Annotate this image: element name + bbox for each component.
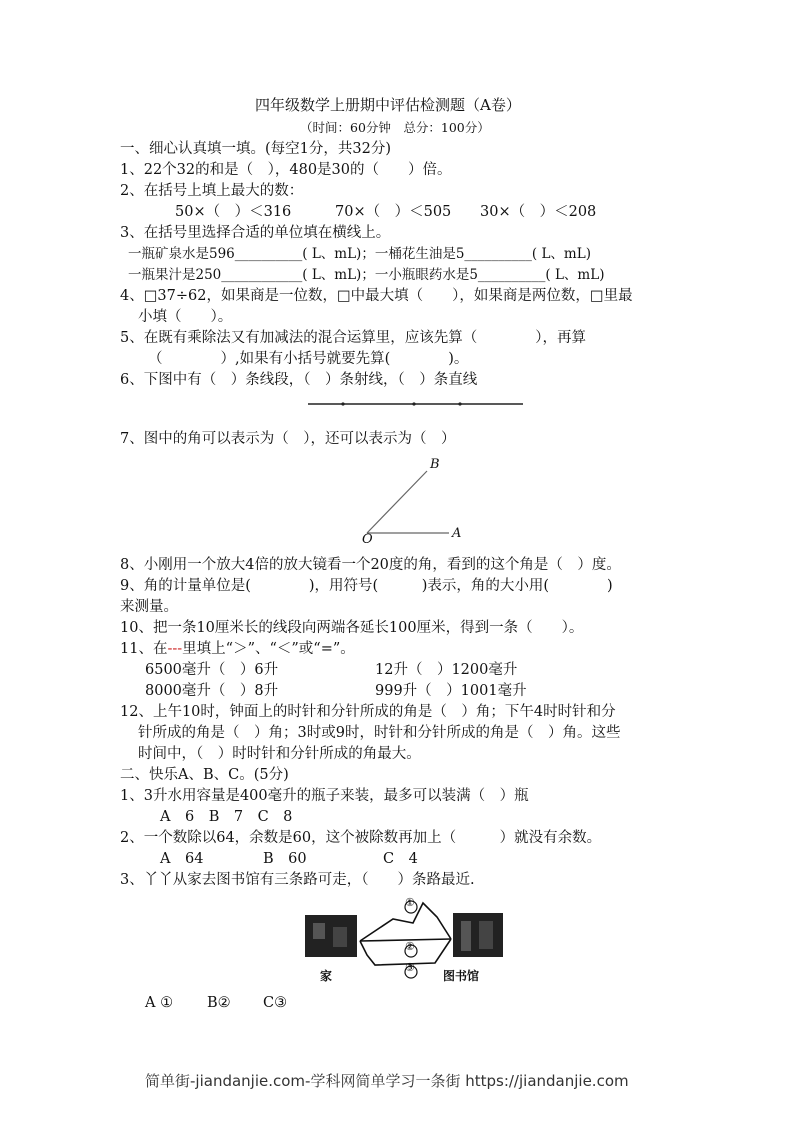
q3-line-2: 一瓶果汁是250____________( L、mL)；一小瓶眼药水是5__________( L、mL): [128, 267, 605, 283]
q11-prefix: 11、在: [120, 641, 168, 657]
q9-line-2: 来测量。: [120, 599, 178, 615]
page-subtitle: （时间：60分钟 总分：100分）: [300, 120, 490, 135]
q11-suffix: 里填上“＞”、“＜”或“=”。: [182, 641, 355, 657]
q12-line-2: 针所成的角是（ ）角；3时或9时，时针和分针所成的角是（ ）角。这些: [138, 725, 621, 741]
page-title: 四年级数学上册期中评估检测题（A卷）: [255, 96, 521, 114]
route-1-label: ①: [405, 896, 415, 909]
question-2-2: 2、一个数除以64，余数是60，这个被除数再加上（ ）就没有余数。: [120, 830, 602, 846]
q2-2-option-b: B 60: [263, 851, 307, 867]
question-1-7: 7、图中的角可以表示为（ ），还可以表示为（ ）: [120, 431, 456, 447]
q3-line-1: 一瓶矿泉水是596__________( L、mL)；一桶花生油是5__________( L、mL): [128, 246, 591, 262]
q11-red-dashes: ---: [167, 641, 183, 657]
home-label: 家: [320, 969, 333, 983]
library-label: 图书馆: [443, 969, 480, 983]
line-figure-point-1: [341, 402, 344, 405]
q2-3-option-b: B②: [207, 995, 231, 1011]
route-3-label: ③: [405, 961, 415, 974]
line-figure-point-3: [458, 402, 461, 405]
q9-line-1: 9、角的计量单位是( )，用符号( )表示，角的大小用( ): [120, 578, 613, 594]
line-figure-point-2: [412, 402, 415, 405]
question-1-8: 8、小刚用一个放大4倍的放大镜看一个20度的角，看到的这个角是（ ）度。: [120, 557, 621, 573]
q11-item-2: 12升（ ）1200毫升: [375, 662, 518, 678]
library-image: [453, 913, 503, 957]
question-1-10: 10、把一条10厘米长的线段向两端各延长100厘米，得到一条（ ）。: [120, 620, 584, 636]
q5-line-2: （ ）,如果有小括号就要先算( )。: [148, 351, 469, 367]
q2-3-option-c: C③: [263, 995, 288, 1011]
label-a: A: [452, 526, 462, 541]
q4-line-1: 4、□37÷62，如果商是一位数，□中最大填（ ），如果商是两位数，□里最: [120, 288, 633, 304]
q2-2-option-c: C 4: [383, 851, 418, 867]
q2-3-option-a: A ①: [145, 995, 174, 1011]
ray-ob: [367, 471, 427, 533]
question-1-2: 2、在括号上填上最大的数：: [120, 183, 304, 199]
home-image: [305, 915, 357, 957]
q11-item-4: 999升（ ）1001毫升: [375, 683, 527, 699]
q5-line-1: 5、在既有乘除法又有加减法的混合运算里，应该先算（ ），再算: [120, 330, 586, 346]
question-1-3: 3、在括号里选择合适的单位填在横线上。: [120, 225, 391, 241]
q2-item-2: 70×（ ）＜505: [335, 204, 452, 220]
label-b: B: [430, 457, 440, 472]
route-2-label: ②: [405, 940, 415, 953]
q2-item-3: 30×（ ）＜208: [480, 204, 597, 220]
section1-heading: 一、细心认真填一填。(每空1分，共32分): [120, 141, 391, 157]
question-1-1: 1、22个32的和是（ ），480是30的（ ）倍。: [120, 162, 452, 178]
section2-heading: 二、快乐A、B、C。(5分): [120, 767, 289, 783]
question-1-6: 6、下图中有（ ）条线段，（ ）条射线，（ ）条直线: [120, 372, 478, 388]
q2-2-option-a: A 64: [160, 851, 204, 867]
line-figure: [308, 396, 528, 412]
question-2-3: 3、丫丫从家去图书馆有三条路可走，（ ）条路最近.: [120, 872, 475, 888]
q11-item-3: 8000毫升（ ）8升: [145, 683, 279, 699]
label-o: O: [362, 532, 373, 547]
q4-line-2: 小填（ ）。: [138, 309, 233, 325]
q11-item-1: 6500毫升（ ）6升: [145, 662, 279, 678]
angle-figure: [355, 455, 485, 545]
q12-line-3: 时间中，（ ）时时针和分针所成的角最大。: [138, 746, 421, 762]
q2-1-options: A 6 B 7 C 8: [160, 809, 293, 825]
question-1-11: [120, 639, 355, 659]
question-2-1: 1、3升水用容量是400毫升的瓶子来装，最多可以装满（ ）瓶: [120, 788, 529, 804]
q2-item-1: 50×（ ）＜316: [175, 204, 292, 220]
footer-text: 简单街-jiandanjie.com-学科网简单学习一条街 https://jiandanjie.com: [145, 1072, 629, 1090]
q12-line-1: 12、上午10时，钟面上的时针和分针所成的角是（ ）角；下午4时时针和分: [120, 704, 616, 720]
